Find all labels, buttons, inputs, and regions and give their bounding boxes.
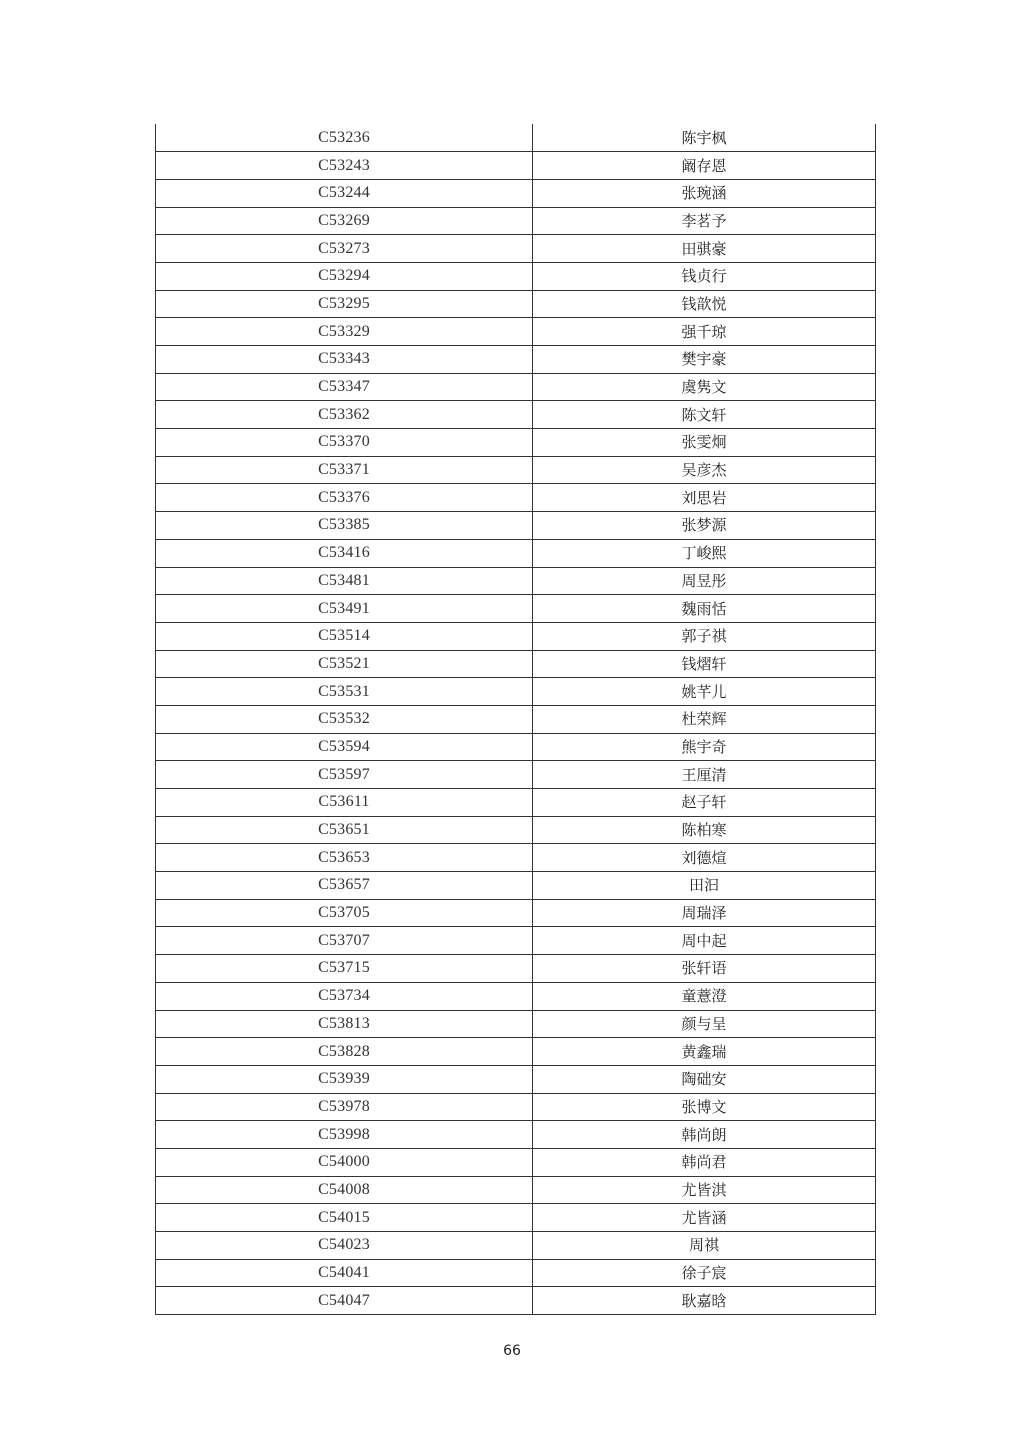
student-name-cell: 杜荣辉	[533, 705, 876, 733]
registration-id-cell: C53611	[156, 789, 533, 817]
registration-id-cell: C53273	[156, 235, 533, 263]
student-name-cell: 陶础安	[533, 1065, 876, 1093]
registration-id-cell: C53347	[156, 373, 533, 401]
registration-id-cell: C53385	[156, 512, 533, 540]
student-name-cell: 韩尚朗	[533, 1121, 876, 1149]
registration-id-cell: C53651	[156, 816, 533, 844]
table-row	[156, 373, 876, 401]
table-row	[156, 567, 876, 595]
student-name-cell: 张雯炯	[533, 429, 876, 457]
table-row	[156, 207, 876, 235]
table-row	[156, 1038, 876, 1066]
registration-id-cell: C53294	[156, 262, 533, 290]
registration-id-cell: C53362	[156, 401, 533, 429]
table-row	[156, 152, 876, 180]
student-name-cell: 丁峻熙	[533, 539, 876, 567]
table-row	[156, 512, 876, 540]
table-row	[156, 733, 876, 761]
table-row	[156, 844, 876, 872]
table-row	[156, 1232, 876, 1260]
registration-id-cell: C53705	[156, 899, 533, 927]
registration-id-cell: C53939	[156, 1065, 533, 1093]
table-row	[156, 318, 876, 346]
table-row	[156, 622, 876, 650]
table-row	[156, 982, 876, 1010]
registration-id-cell: C53295	[156, 290, 533, 318]
registration-id-cell: C53813	[156, 1010, 533, 1038]
table-row	[156, 539, 876, 567]
student-name-cell: 田汩	[533, 872, 876, 900]
student-name-cell: 姚芊儿	[533, 678, 876, 706]
registration-id-cell: C53828	[156, 1038, 533, 1066]
registration-id-cell: C53594	[156, 733, 533, 761]
registration-id-cell: C53514	[156, 622, 533, 650]
table-row	[156, 262, 876, 290]
student-name-cell: 王厘清	[533, 761, 876, 789]
registration-id-cell: C53998	[156, 1121, 533, 1149]
student-name-cell: 田骐豪	[533, 235, 876, 263]
student-name-cell: 赵子轩	[533, 789, 876, 817]
registration-id-cell: C53376	[156, 484, 533, 512]
registration-id-cell: C53653	[156, 844, 533, 872]
student-name-cell: 尤皆涵	[533, 1204, 876, 1232]
table-row	[156, 899, 876, 927]
roster-table	[155, 124, 876, 1315]
registration-id-cell: C53481	[156, 567, 533, 595]
student-name-cell: 陈柏寒	[533, 816, 876, 844]
student-name-cell: 周昱彤	[533, 567, 876, 595]
table-row	[156, 290, 876, 318]
registration-id-cell: C53371	[156, 456, 533, 484]
table-row	[156, 1176, 876, 1204]
table-row	[156, 816, 876, 844]
table-row	[156, 484, 876, 512]
registration-id-cell: C53370	[156, 429, 533, 457]
student-name-cell: 钱贞行	[533, 262, 876, 290]
registration-id-cell: C53715	[156, 955, 533, 983]
student-name-cell: 徐子宸	[533, 1259, 876, 1287]
table-row	[156, 1065, 876, 1093]
student-name-cell: 周中起	[533, 927, 876, 955]
registration-id-cell: C53343	[156, 346, 533, 374]
registration-id-cell: C53978	[156, 1093, 533, 1121]
table-row	[156, 955, 876, 983]
table-row	[156, 429, 876, 457]
student-name-cell: 陈文轩	[533, 401, 876, 429]
table-row	[156, 179, 876, 207]
table-row	[156, 872, 876, 900]
registration-id-cell: C53243	[156, 152, 533, 180]
table-row	[156, 456, 876, 484]
student-name-cell: 陈宇枫	[533, 124, 876, 152]
registration-id-cell: C54015	[156, 1204, 533, 1232]
table-row	[156, 761, 876, 789]
student-name-cell: 虞隽文	[533, 373, 876, 401]
page-number: 66	[503, 1343, 521, 1359]
table-row	[156, 401, 876, 429]
student-name-cell: 童薏澄	[533, 982, 876, 1010]
student-name-cell: 韩尚君	[533, 1148, 876, 1176]
registration-id-cell: C53329	[156, 318, 533, 346]
table-row	[156, 1204, 876, 1232]
student-name-cell: 周瑞泽	[533, 899, 876, 927]
registration-id-cell: C54041	[156, 1259, 533, 1287]
registration-id-cell: C53269	[156, 207, 533, 235]
student-name-cell: 张轩语	[533, 955, 876, 983]
table-row	[156, 595, 876, 623]
registration-id-cell: C54023	[156, 1232, 533, 1260]
student-name-cell: 郭子祺	[533, 622, 876, 650]
student-name-cell: 阚存恩	[533, 152, 876, 180]
student-name-cell: 魏雨恬	[533, 595, 876, 623]
table-row	[156, 124, 876, 152]
student-name-cell: 钱歆悦	[533, 290, 876, 318]
registration-id-cell: C53416	[156, 539, 533, 567]
student-name-cell: 周祺	[533, 1232, 876, 1260]
table-row	[156, 705, 876, 733]
student-name-cell: 刘德煊	[533, 844, 876, 872]
student-name-cell: 吴彦杰	[533, 456, 876, 484]
table-row	[156, 346, 876, 374]
registration-id-cell: C54008	[156, 1176, 533, 1204]
registration-id-cell: C53657	[156, 872, 533, 900]
student-name-cell: 颜与呈	[533, 1010, 876, 1038]
registration-id-cell: C53491	[156, 595, 533, 623]
student-name-cell: 钱熠轩	[533, 650, 876, 678]
student-name-cell: 李茗予	[533, 207, 876, 235]
table-row	[156, 1121, 876, 1149]
table-row	[156, 235, 876, 263]
registration-id-cell: C53521	[156, 650, 533, 678]
registration-id-cell: C53531	[156, 678, 533, 706]
table-row	[156, 650, 876, 678]
table-row	[156, 1287, 876, 1315]
registration-id-cell: C53707	[156, 927, 533, 955]
student-name-cell: 张梦源	[533, 512, 876, 540]
student-name-cell: 黄鑫瑞	[533, 1038, 876, 1066]
registration-id-cell: C53532	[156, 705, 533, 733]
registration-id-cell: C54000	[156, 1148, 533, 1176]
roster-table-body	[156, 124, 876, 1315]
student-name-cell: 张琬涵	[533, 179, 876, 207]
table-row	[156, 1148, 876, 1176]
student-name-cell: 尤皆淇	[533, 1176, 876, 1204]
student-name-cell: 耿嘉晗	[533, 1287, 876, 1315]
student-name-cell: 强千琼	[533, 318, 876, 346]
table-row	[156, 1010, 876, 1038]
table-row	[156, 1259, 876, 1287]
student-name-cell: 刘思岩	[533, 484, 876, 512]
table-row	[156, 678, 876, 706]
registration-id-cell: C54047	[156, 1287, 533, 1315]
table-row	[156, 1093, 876, 1121]
table-row	[156, 927, 876, 955]
student-name-cell: 樊宇豪	[533, 346, 876, 374]
registration-id-cell: C53244	[156, 179, 533, 207]
student-name-cell: 熊宇奇	[533, 733, 876, 761]
student-name-cell: 张博文	[533, 1093, 876, 1121]
registration-id-cell: C53236	[156, 124, 533, 152]
registration-id-cell: C53597	[156, 761, 533, 789]
registration-id-cell: C53734	[156, 982, 533, 1010]
table-row	[156, 789, 876, 817]
